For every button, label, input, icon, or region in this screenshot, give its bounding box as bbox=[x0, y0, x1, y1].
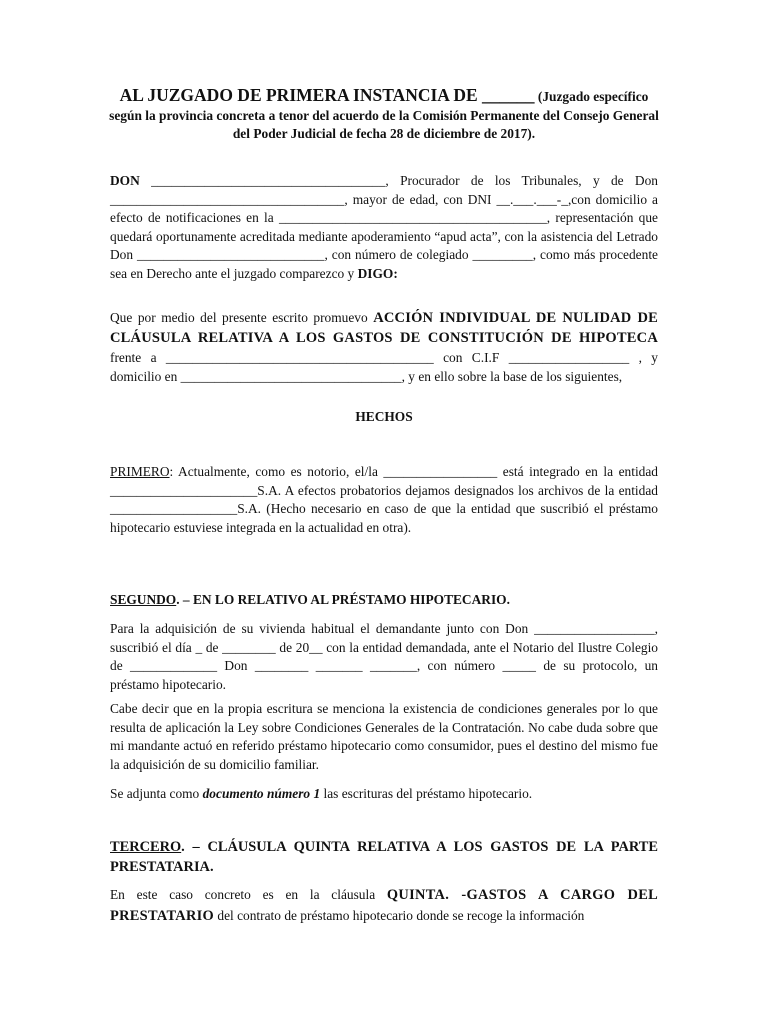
tercero-p1-post: del contrato de préstamo hipotecario donde se recoge la información bbox=[214, 907, 585, 923]
segundo-heading bbox=[110, 591, 658, 610]
accion-paragraph bbox=[110, 308, 658, 386]
accion-title: ACCIÓN INDIVIDUAL DE NULIDAD DE CLÁUSULA RELATIVA A LOS GASTOS DE CONSTITUCIÓN DE HIPOTECA bbox=[110, 310, 658, 346]
court-heading bbox=[108, 86, 660, 144]
tercero-heading-rest: . – CLÁUSULA QUINTA RELATIVA A LOS GASTOS DE LA PARTE PRESTATARIA. bbox=[110, 839, 658, 875]
accion-text-1: Que por medio del presente escrito promuevo bbox=[110, 310, 374, 325]
documento-numero-1: documento número 1 bbox=[202, 786, 321, 801]
don-label: DON bbox=[110, 173, 140, 188]
segundo-paragraph-1 bbox=[110, 620, 658, 694]
tercero-p1-pre: En este caso concreto es en la cláusula bbox=[110, 887, 387, 902]
court-heading-note: (Juzgado específico según la provincia concreta a tenor del acuerdo de la Comisión Permanente del Consejo General del Poder Judicial de fecha 28 de diciembre de 2017). bbox=[109, 89, 659, 142]
court-heading-main: AL JUZGADO DE PRIMERA INSTANCIA DE ______ bbox=[119, 85, 535, 105]
segundo-paragraph-2 bbox=[110, 700, 658, 774]
primero-paragraph bbox=[110, 463, 658, 537]
digo-label: DIGO: bbox=[357, 265, 398, 281]
intro-paragraph bbox=[110, 172, 658, 284]
segundo-p3-post: las escrituras del préstamo hipotecario. bbox=[320, 786, 533, 801]
hechos-heading bbox=[110, 408, 658, 427]
tercero-heading bbox=[110, 838, 658, 877]
clausula-quinta: QUINTA. -GASTOS A CARGO DEL PRESTATARIO bbox=[110, 887, 658, 924]
segundo-paragraph-3 bbox=[110, 785, 658, 804]
hechos-heading-text: HECHOS bbox=[355, 409, 413, 424]
tercero-paragraph-1 bbox=[110, 885, 658, 926]
primero-label: PRIMERO bbox=[110, 464, 170, 479]
segundo-heading-rest: . – EN LO RELATIVO AL PRÉSTAMO HIPOTECARIO. bbox=[176, 592, 510, 607]
intro-text: ___________________________________, Procurador de los Tribunales, y de Don ___________________________________, mayor de edad, con DNI __.___.___-_,con domicilio a efecto de notificaciones en la ________________________________________, representación que quedará oportunamente acreditada mediante apoderamiento “apud acta”, con la asistencia del Letrado Don ____________________________, con número de colegiado _________, como más procedente sea en Derecho ante el juzgado comparezco y bbox=[110, 173, 658, 281]
accion-text-2: frente a ________________________________________ con C.I.F __________________ , y domicilio en _________________________________, y en ello sobre la base de los siguientes, bbox=[110, 350, 658, 384]
segundo-label: SEGUNDO bbox=[110, 592, 177, 607]
segundo-p1-text: Para la adquisición de su vivienda habitual el demandante junto con Don __________________, suscribió el día _ de ________ de 20__ con la entidad demandada, ante el Notario del Ilustre Colegio de _____________ Don ________ _______ _______, con número _____ de su protocolo, un préstamo hipotecario. bbox=[110, 621, 658, 692]
segundo-p2-text: Cabe decir que en la propia escritura se menciona la existencia de condiciones generales por lo que resulta de aplicación la Ley sobre Condiciones Generales de la Contratación. No cabe duda sobre que mi mandante actuó en referido préstamo hipotecario como consumidor, pues el destino del mismo fue la adquisición de su domicilio familiar. bbox=[110, 701, 658, 772]
tercero-label: TERCERO bbox=[110, 839, 182, 855]
primero-text: : Actualmente, como es notorio, el/la _________________ está integrado en la entidad ______________________S.A. A efectos probatorios dejamos designados los archivos de la entidad ___________________S.A. (Hecho necesario en caso de que la entidad que suscribió el préstamo hipotecario estuviese integrada en la actualidad en otra). bbox=[110, 464, 658, 535]
segundo-p3-pre: Se adjunta como bbox=[110, 786, 203, 801]
